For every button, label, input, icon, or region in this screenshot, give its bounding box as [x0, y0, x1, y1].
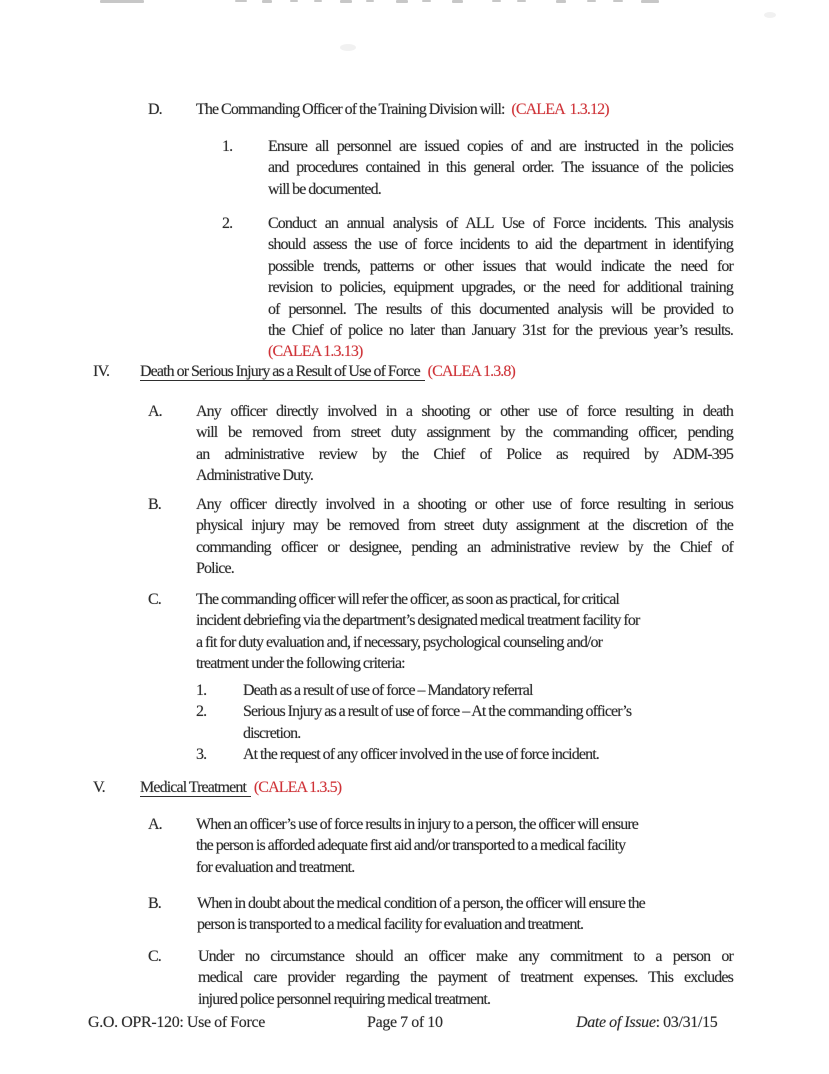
footer-page-indicator: Page 7 of 10	[367, 1014, 443, 1031]
section-title: Medical Treatment	[140, 779, 251, 797]
paragraph-line: Under no circumstance should an officer make any commitment to a person or	[198, 948, 733, 965]
paragraph-line: Administrative Duty.	[196, 467, 314, 485]
paragraph-line: When in doubt about the medical condition of a person, the officer will ensure the	[197, 895, 645, 912]
section-numeral: IV.	[93, 363, 110, 380]
paragraph-line: the person is afforded adequate first aid and/or transported to a medical facility	[196, 837, 626, 855]
item-label: 1.	[196, 682, 207, 699]
paragraph-v-b	[148, 893, 734, 936]
footer-date-label: Date of Issue	[576, 1014, 656, 1031]
paragraph-line: physical injury may be removed from street duty assignment at the discretion of the	[196, 517, 733, 535]
paragraph-iv-a	[148, 401, 733, 487]
paragraph-line: of personnel. The results of this documented analysis will be provided to	[268, 300, 733, 318]
calea-reference: (CALEA 1.3.8)	[427, 363, 515, 380]
calea-reference: (CALEA 1.3.5)	[253, 779, 342, 796]
footer-date-value: : 03/31/15	[655, 1014, 718, 1031]
paragraph-line: the Chief of police no later than January 31st for the previous year’s results.	[268, 322, 733, 340]
item-label: C.	[148, 948, 161, 965]
section-numeral: V.	[93, 779, 105, 796]
paragraph-line: Conduct an annual analysis of ALL Use of Force incidents. This analysis	[268, 215, 733, 232]
footer-document-id: G.O. OPR-120: Use of Force	[88, 1014, 266, 1031]
paragraph-line: an administrative review by the Chief of Police as required by ADM-395	[196, 445, 733, 463]
paragraph-line: At the request of any officer involved in the use of force incident.	[243, 746, 599, 764]
item-label: A.	[148, 816, 162, 833]
item-label: 3.	[196, 746, 207, 764]
section-heading-iv	[93, 361, 515, 382]
item-label: 2.	[222, 215, 233, 232]
section-heading-v	[93, 777, 342, 798]
paragraph-line: will be documented.	[268, 180, 381, 198]
paragraph-line: possible trends, patterns or other issues that would indicate the need for	[268, 257, 733, 275]
paragraph-line: The commanding officer will refer the officer, as soon as practical, for critical	[196, 591, 619, 608]
paragraph-line: discretion.	[243, 724, 301, 742]
item-label: A.	[148, 403, 162, 420]
item-label: B.	[148, 895, 161, 912]
item-label: 2.	[196, 703, 207, 721]
paragraph-line: should assess the use of force incidents to aid the department in identifying	[268, 236, 733, 254]
item-heading-text: The Commanding Officer of the Training Division will:	[196, 101, 505, 118]
paragraph-line: incident debriefing via the department’s designated medical treatment facility for	[196, 612, 640, 630]
section-title: Death or Serious Injury as a Result of Use of Force	[140, 363, 425, 381]
paragraph-line: a fit for duty evaluation and, if necessary, psychological counseling and/or	[196, 633, 603, 651]
page-footer	[0, 1012, 829, 1036]
item-label: C.	[148, 591, 161, 608]
paragraph-d1	[222, 136, 733, 200]
paragraph-line: Serious Injury as a result of use of force – At the commanding officer’s	[243, 703, 632, 721]
paragraph-line: for evaluation and treatment.	[196, 858, 355, 876]
criteria-item	[196, 701, 733, 744]
calea-reference: (CALEA 1.3.12)	[511, 101, 609, 118]
criteria-item	[196, 680, 733, 701]
criteria-list	[196, 680, 733, 766]
calea-reference: (CALEA 1.3.13)	[268, 343, 363, 361]
paragraph-d2	[222, 213, 733, 363]
outline-item-d-heading	[148, 99, 609, 120]
paragraph-line: When an officer’s use of force results in injury to a person, the officer will ensure	[196, 816, 639, 833]
paragraph-line: revision to policies, equipment upgrades, or the need for additional training	[268, 279, 733, 297]
paragraph-line: and procedures contained in this general order. The issuance of the policies	[268, 159, 733, 177]
paragraph-line: commanding officer or designee, pending an administrative review by the Chief of	[196, 538, 733, 556]
paragraph-line: Ensure all personnel are issued copies of and are instructed in the policies	[268, 138, 733, 155]
paragraph-line: person is transported to a medical facility for evaluation and treatment.	[197, 916, 584, 934]
paragraph-line: will be removed from street duty assignment by the commanding officer, pending	[196, 424, 733, 442]
paragraph-iv-b	[148, 494, 733, 580]
paragraph-line: injured police personnel requiring medical treatment.	[198, 990, 491, 1008]
item-label: B.	[148, 496, 161, 513]
paragraph-v-c	[148, 946, 733, 1010]
paragraph-line: Police.	[196, 560, 234, 578]
criteria-item	[196, 744, 733, 765]
item-label: 1.	[222, 138, 233, 155]
paragraph-line: medical care provider regarding the payment of treatment expenses. This excludes	[198, 969, 733, 987]
paragraph-v-a	[148, 814, 733, 878]
paragraph-line: Death as a result of use of force – Mandatory referral	[243, 682, 533, 699]
paragraph-line: treatment under the following criteria:	[196, 655, 405, 673]
paragraph-iv-c	[148, 589, 733, 675]
footer-date-of-issue	[576, 1012, 717, 1033]
paragraph-line: Any officer directly involved in a shooting or other use of force resulting in serious	[196, 496, 733, 513]
item-label: D.	[148, 101, 162, 118]
paragraph-line: Any officer directly involved in a shooting or other use of force resulting in death	[196, 403, 733, 420]
